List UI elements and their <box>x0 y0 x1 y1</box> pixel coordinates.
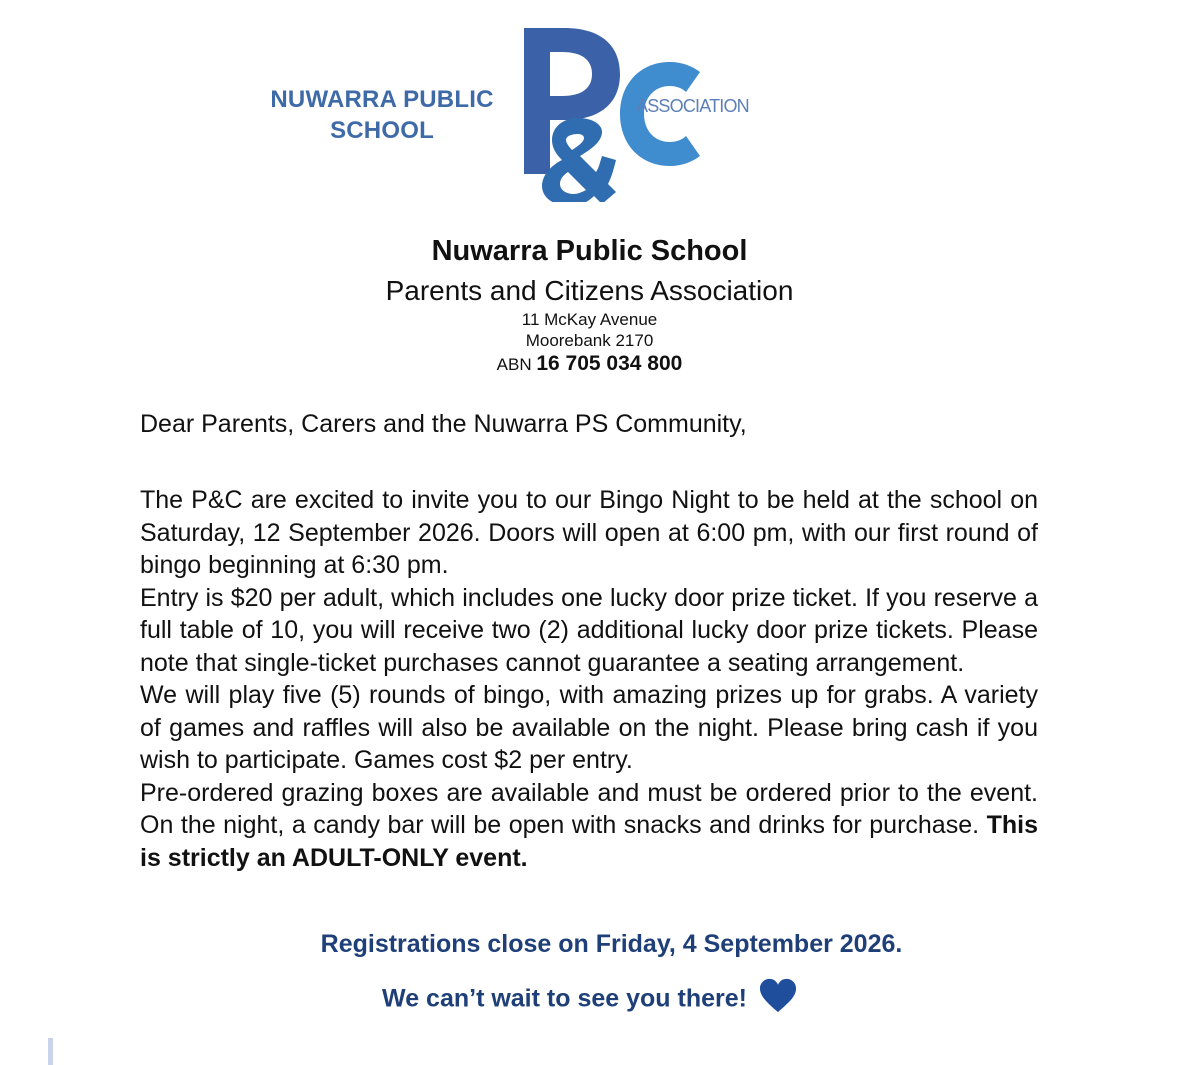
organisation-title: Nuwarra Public School <box>431 235 748 267</box>
logo-school-name: NUWARRA PUBLIC SCHOOL <box>270 86 494 144</box>
paragraph-food-and-rules <box>140 777 1038 875</box>
edge-mark <box>48 1038 53 1065</box>
heart-icon <box>759 978 797 1014</box>
organisation-subtitle: Parents and Citizens Association <box>385 275 794 306</box>
paragraph-entry-pricing: Entry is $20 per adult, which includes one lucky door prize ticket. If you reserve a full table of 10, you will receive two (2) additional lucky door prize tickets. Please note that single-ticket purchases cannot guarantee a seating arrangement. <box>140 583 1038 677</box>
logo-association-word: ASSOCIATION <box>636 96 749 116</box>
letter-greeting: Dear Parents, Carers and the Nuwarra PS Community, <box>140 410 747 438</box>
adult-only-notice: This is strictly an ADULT-ONLY event. <box>140 811 1038 872</box>
letter-body <box>140 484 1038 874</box>
paragraph-games: We will play five (5) rounds of bingo, with amazing prizes up for grabs. A variety of games and raffles will also be available on the night. Please bring cash if you wish to participate. Games cost $2 per entry. <box>140 681 1038 774</box>
sign-off-line <box>0 982 1179 1018</box>
sign-off-text: We can’t wait to see you there! <box>382 984 747 1013</box>
pc-association-logo <box>516 22 766 202</box>
address-line-1: 11 McKay Avenue <box>521 310 658 329</box>
registration-deadline: Registrations close on Friday, 4 September 2026. <box>320 930 903 958</box>
paragraph-event-details: The P&C are excited to invite you to our Bingo Night to be held at the school on Saturday, 12 September 2026. Doors will open at 6:00 pm, with our first round of bingo beginning at 6:30 pm. <box>140 486 1038 579</box>
abn-number: 16 705 034 800 <box>536 352 683 375</box>
paragraph-food-text: Pre-ordered grazing boxes are available and must be ordered prior to the event. On the night, a candy bar will be open with snacks and drinks for purchase. <box>140 778 1038 839</box>
abn-line <box>0 352 1179 376</box>
address-line-2: Moorebank 2170 <box>525 331 654 350</box>
abn-label: ABN <box>496 355 532 374</box>
